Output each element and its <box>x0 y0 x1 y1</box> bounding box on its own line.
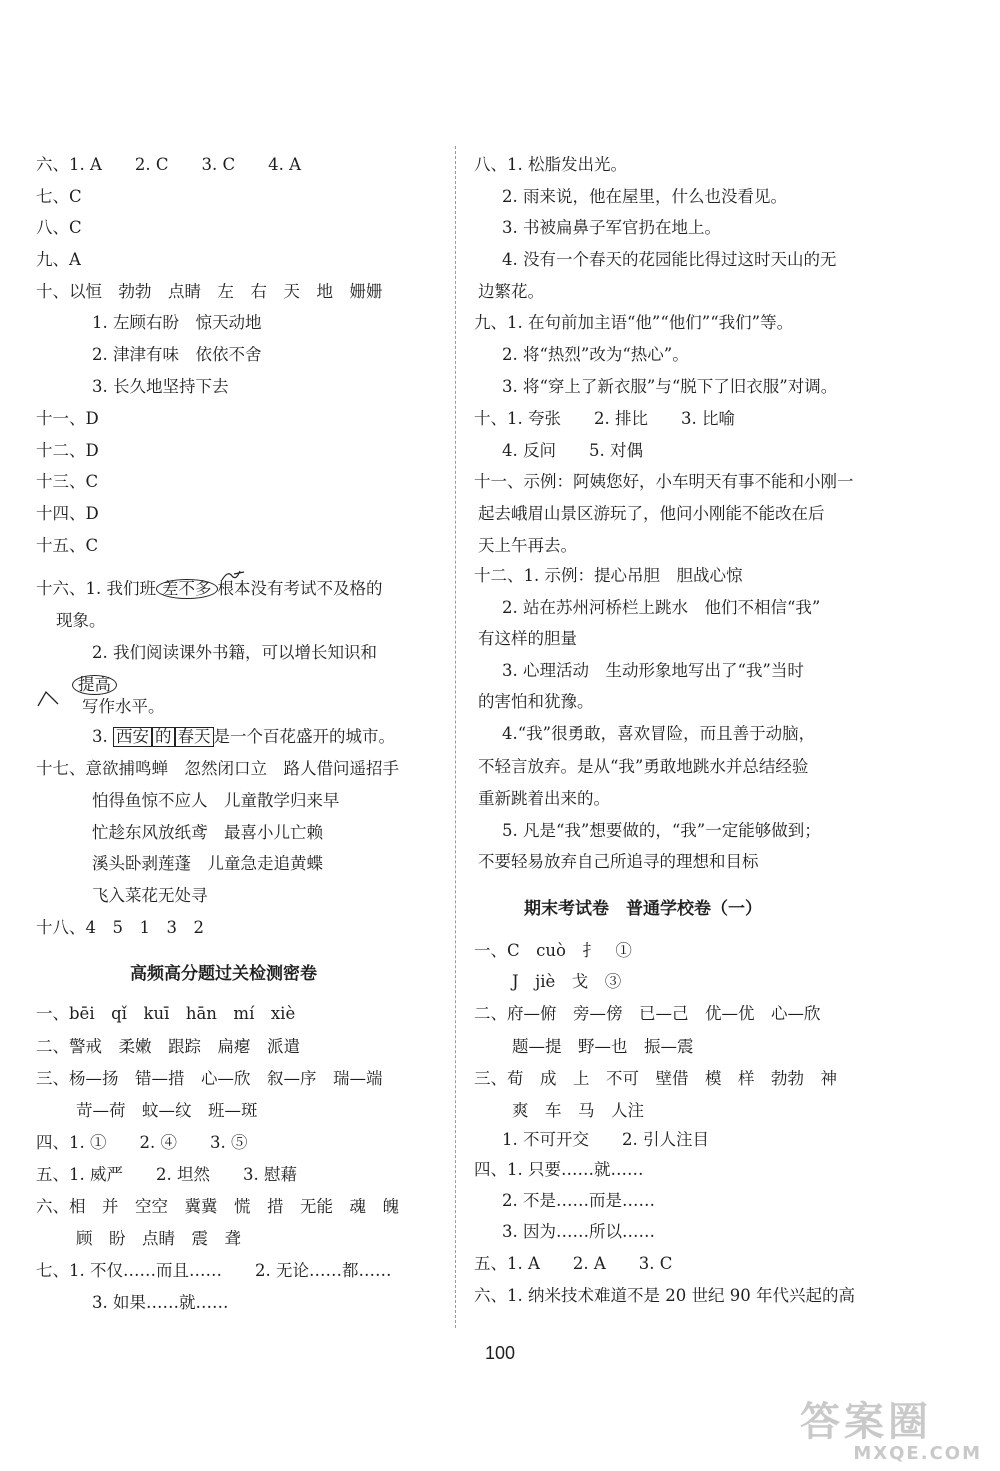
answer-line: 十五、C <box>36 536 99 555</box>
answer-line: 十八、4 5 1 3 2 <box>36 918 204 937</box>
page-number: 100 <box>484 1343 516 1363</box>
circled-insert-word: 提高 <box>72 675 117 695</box>
answer-line: 十四、D <box>36 504 99 523</box>
answer-line: 飞入菜花无处寻 <box>92 886 208 905</box>
answer-line: 九、A <box>36 250 81 269</box>
answer-line: 1. 左顾右盼 惊天动地 <box>92 313 262 332</box>
answer-line: 十、1. 夸张 2. 排比 3. 比喻 <box>474 409 735 428</box>
answer-line: 2. 不是……而是…… <box>502 1191 655 1210</box>
answer-line: 忙趁东风放纸鸢 最喜小儿亡赖 <box>92 823 323 842</box>
answer-line: 苛—荷 蚊—纹 班—斑 <box>76 1101 258 1120</box>
boxed-word: 春天 <box>175 727 214 747</box>
answer-line: 怕得鱼惊不应人 儿童散学归来早 <box>92 791 340 810</box>
answer-line: 六、相 并 空空 冀冀 慌 措 无能 魂 魄 <box>36 1197 399 1216</box>
answer-line: 五、1. A 2. A 3. C <box>474 1254 673 1273</box>
answer-text: 根本没有考试不及格的 <box>217 579 383 598</box>
answer-line: 4.“我”很勇敢，喜欢冒险，而且善于动脑， <box>502 724 816 743</box>
answer-line: 二、警戒 柔嫩 跟踪 扁瘪 派遣 <box>36 1037 300 1056</box>
answer-text: 十六、1. 我们班 <box>36 579 156 598</box>
answer-line: 八、C <box>36 218 82 237</box>
answer-line: 3. 长久地坚持下去 <box>92 377 229 396</box>
answer-line: 十、以恒 勃勃 点睛 左 右 天 地 姗姗 <box>36 282 383 301</box>
answer-line: 边繁花。 <box>478 282 544 301</box>
answer-line: 2. 津津有味 依依不舍 <box>92 345 262 364</box>
answer-line: 不要轻易放弃自己所追寻的理想和目标 <box>478 852 759 871</box>
answer-line-correction <box>36 726 395 748</box>
answer-line: 三、荀 成 上 不可 壁借 模 样 勃勃 神 <box>474 1069 837 1088</box>
answer-line: 2. 我们阅读课外书籍，可以增长知识和 <box>92 643 377 662</box>
answer-line: 一、C cuò 扌 ① <box>474 941 632 960</box>
answer-line: 3. 将“穿上了新衣服”与“脱下了旧衣服”对调。 <box>502 377 838 396</box>
answer-line-correction <box>36 578 383 600</box>
answer-line: 七、C <box>36 187 82 206</box>
answer-line: 十二、1. 示例：提心吊胆 胆战心惊 <box>474 566 743 585</box>
section-heading: 高频高分题过关检测密卷 <box>130 964 317 984</box>
answer-line: 十二、D <box>36 441 99 460</box>
answer-line: J jiè 戈 ③ <box>512 972 622 991</box>
answer-text: 3. <box>92 727 108 746</box>
answer-line: 二、府—俯 旁—傍 已—己 优—优 心—欣 <box>474 1004 821 1023</box>
answer-line: 2. 雨来说，他在屋里，什么也没看见。 <box>502 187 787 206</box>
answer-line: 七、1. 不仅……而且…… 2. 无论……都…… <box>36 1261 392 1280</box>
site-watermark <box>800 1400 990 1466</box>
answer-line: 1. 不可开交 2. 引人注目 <box>502 1130 709 1149</box>
answer-line: 3. 因为……所以…… <box>502 1222 655 1241</box>
answer-line: 写作水平。 <box>82 697 165 716</box>
column-divider <box>455 146 456 1328</box>
answer-line: 4. 没有一个春天的花园能比得过这时天山的无 <box>502 250 837 269</box>
watermark-url-text: MXQE.COM <box>853 1443 982 1464</box>
answer-line: 重新跳着出来的。 <box>478 789 610 808</box>
answer-line: 一、bēi qǐ kuī hān mí xiè <box>36 1004 296 1023</box>
answer-line: 八、1. 松脂发出光。 <box>474 155 627 174</box>
answer-text: 是一个百花盛开的城市。 <box>213 727 395 746</box>
answer-line: 5. 凡是“我”想要做的，“我”一定能够做到； <box>502 821 821 840</box>
answer-line: 十七、意欲捕鸣蝉 忽然闭口立 路人借问遥招手 <box>36 759 399 778</box>
answer-line: 起去峨眉山景区游玩了，他问小刚能不能改在后 <box>478 504 825 523</box>
answer-line: 有这样的胆量 <box>478 629 577 648</box>
answer-line: 九、1. 在句前加主语“他”“他们”“我们”等。 <box>474 313 794 332</box>
answer-line: 六、1. 纳米技术难道不是 20 世纪 90 年代兴起的高 <box>474 1286 855 1305</box>
circled-word: 差不多 <box>156 579 218 599</box>
answer-line: 4. 反问 5. 对偶 <box>502 441 643 460</box>
answer-line: 2. 站在苏州河桥栏上跳水 他们不相信“我” <box>502 598 821 617</box>
answer-line: 3. 如果……就…… <box>92 1293 229 1312</box>
answer-line: 溪头卧剥莲蓬 儿童急走追黄蝶 <box>92 854 323 873</box>
answer-line: 四、1. ① 2. ④ 3. ⑤ <box>36 1133 248 1152</box>
answer-line: 现象。 <box>56 611 106 630</box>
watermark-logo-text: 答案圈 <box>800 1399 932 1445</box>
answer-line: 六、1. A 2. C 3. C 4. A <box>36 155 302 174</box>
answer-line: 3. 书被扁鼻子军官扔在地上。 <box>502 218 721 237</box>
boxed-word: 的 <box>152 727 175 747</box>
answer-line: 五、1. 威严 2. 坦然 3. 慰藉 <box>36 1165 297 1184</box>
answer-line: 十一、示例：阿姨您好，小车明天有事不能和小刚一 <box>474 472 854 491</box>
answer-line: 不轻言放弃。是从“我”勇敢地跳水并总结经验 <box>478 757 809 776</box>
insert-caret-mark <box>36 690 60 708</box>
answer-line: 2. 将“热烈”改为“热心”。 <box>502 345 689 364</box>
answer-line: 的害怕和犹豫。 <box>478 692 594 711</box>
answer-line: 十三、C <box>36 472 99 491</box>
answer-line: 天上午再去。 <box>478 536 577 555</box>
answer-line: 题—提 野—也 振—震 <box>512 1037 694 1056</box>
answer-line: 顾 盼 点睛 震 聋 <box>76 1229 241 1248</box>
pen-scribble-mark <box>220 568 246 582</box>
answer-line: 三、杨—扬 错—措 心—欣 叙—序 瑞—端 <box>36 1069 383 1088</box>
answer-line: 爽 车 马 人注 <box>512 1101 644 1120</box>
answer-line: 四、1. 只要……就…… <box>474 1160 644 1179</box>
answer-line: 十一、D <box>36 409 99 428</box>
answer-line: 3. 心理活动 生动形象地写出了“我”当时 <box>502 661 804 680</box>
section-heading: 期末考试卷 普通学校卷（一） <box>524 899 762 919</box>
boxed-word: 西安 <box>113 727 152 747</box>
